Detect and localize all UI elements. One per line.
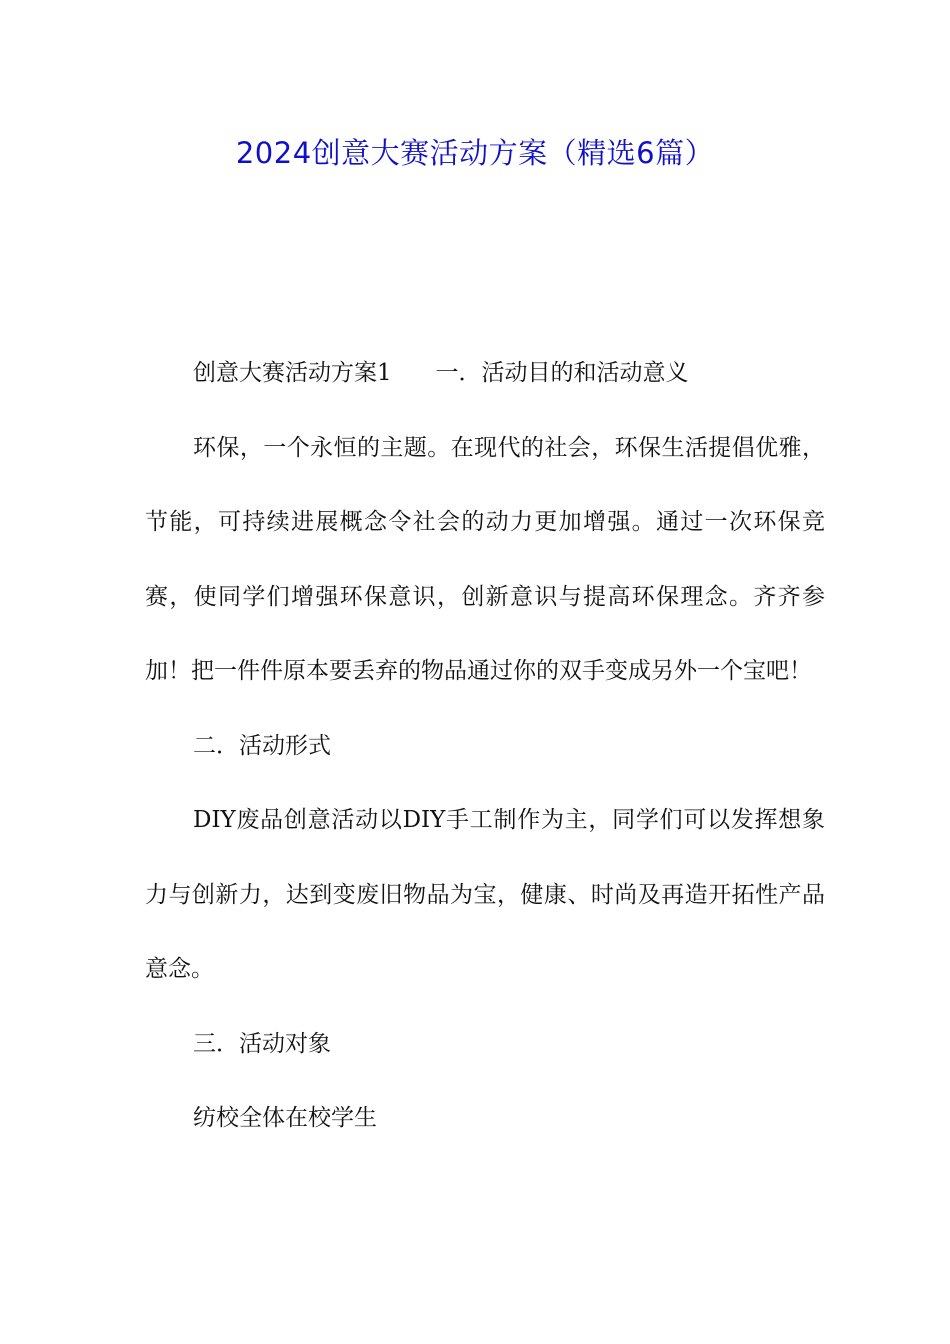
section-heading-format: 二．活动形式 — [193, 732, 331, 759]
document-title: 2024创意大赛活动方案（精选6篇） — [235, 136, 715, 170]
section-heading-audience: 三．活动对象 — [193, 1030, 331, 1057]
section-heading-purpose: 创意大赛活动方案1 一．活动目的和活动意义 — [193, 360, 689, 386]
paragraph-audience: 纺校全体在校学生 — [193, 1105, 377, 1131]
paragraph-environment: 环保，一个永恒的主题。在现代的社会，环保生活提倡优雅，节能，可持续进展概念令社会的动力更加增强。通过一次环保竞赛，使同学们增强环保意识，创新意识与提高环保理念。齐齐参加！把一件件原本要丢弃的物品通过你的双手变成另外一个宝吧！ — [145, 434, 825, 684]
document-body — [145, 336, 825, 1156]
paragraph-diy-activity: DIY废品创意活动以DIY手工制作为主，同学们可以发挥想象力与创新力，达到变废旧物品为宝，健康、时尚及再造开拓性产品意念。 — [145, 807, 825, 982]
